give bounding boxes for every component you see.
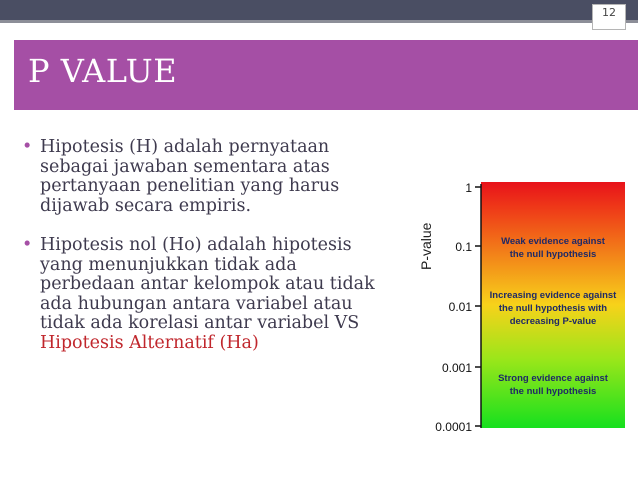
- bullet-dot-icon: •: [22, 137, 33, 157]
- annotation-weak-line1: Weak evidence against: [501, 236, 605, 247]
- slide-title: P VALUE: [28, 52, 178, 90]
- tick-label: 1: [465, 181, 472, 195]
- header-divider: [0, 20, 638, 23]
- tick-label: 0.001: [441, 361, 472, 375]
- bullet-highlight: Hipotesis Alternatif (Ha): [40, 332, 259, 353]
- p-value-axis-label: P-value: [418, 222, 434, 270]
- tick-label: 0.1: [455, 240, 472, 254]
- header-bar: [0, 0, 638, 20]
- bullet-text: Hipotesis nol (Ho) adalah hipotesis yang menunjukkan tidak ada perbedaan antar kelompok atau tidak ada hubungan antara variabel atau tidak ada korelasi antar variabel VS: [40, 235, 375, 333]
- p-value-chart: [416, 170, 626, 442]
- bullet-item: [22, 138, 392, 216]
- annotation-increasing-line2: the null hypothesis with: [498, 303, 608, 314]
- bullet-list: [22, 138, 392, 373]
- annotation-increasing-line1: Increasing evidence against: [489, 290, 617, 301]
- annotation-weak-line2: the null hypothesis: [509, 249, 597, 260]
- annotation-strong-line1: Strong evidence against: [498, 373, 608, 384]
- bullet-text: Hipotesis (H) adalah pernyataan sebagai jawaban sementara atas pertanyaan penelitian yang harus dijawab secara empiris.: [40, 137, 340, 216]
- tick-label: 0.01: [448, 300, 472, 314]
- tick-label: 0.0001: [435, 420, 472, 434]
- bullet-item: [22, 236, 392, 353]
- bullet-dot-icon: •: [22, 235, 33, 255]
- page-number: 12: [602, 6, 616, 19]
- annotation-strong-line2: the null hypothesis: [509, 386, 597, 397]
- tick-group: [435, 181, 481, 434]
- annotation-increasing-line3: decreasing P-value: [509, 316, 597, 327]
